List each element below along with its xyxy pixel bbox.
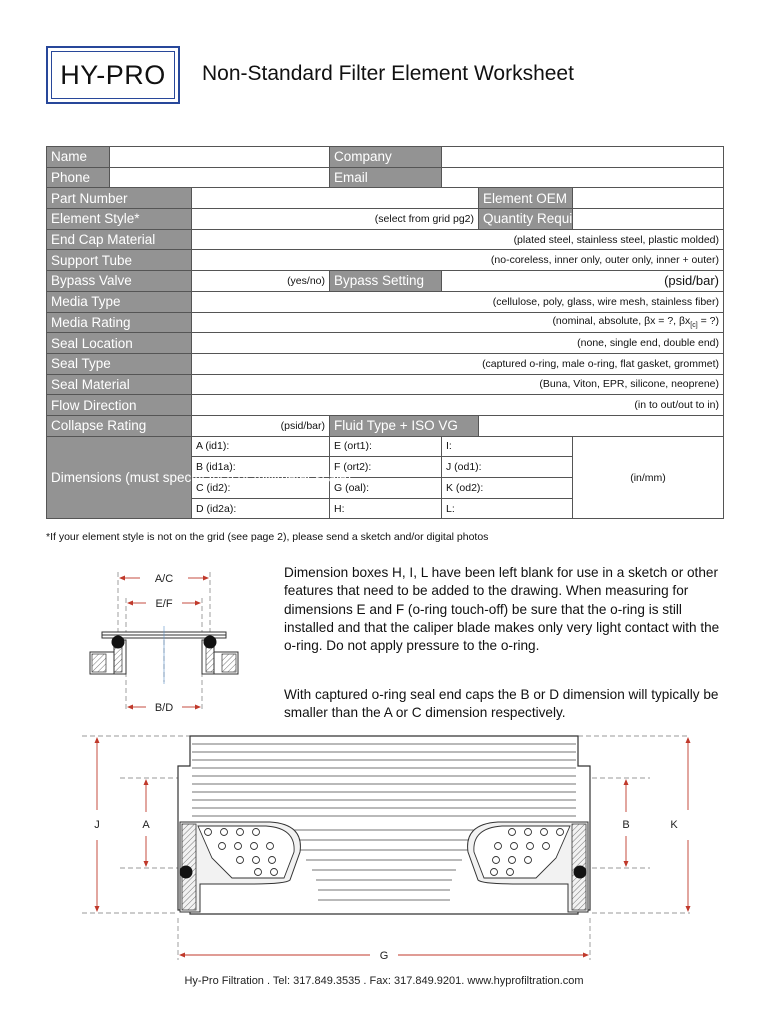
o-ring-right xyxy=(204,636,217,649)
element-o-ring-right xyxy=(574,866,587,879)
flow-direction-label: Flow Direction xyxy=(47,395,192,416)
media-rating-label: Media Rating xyxy=(47,312,192,333)
support-tube-field[interactable]: (no-coreless, inner only, outer only, inner + outer) xyxy=(192,250,724,271)
dim-b-field[interactable]: B (id1a): xyxy=(192,457,330,478)
instructions-paragraph-1: Dimension boxes H, I, L have been left blank for use in a sketch or other features that need to be added to the drawing. When measuring for dimensions E and F (o-ring touch-off) be sure that the o-ring is still installed and that the caliper blade makes only very light contact with the o-ring. Do not apply pressure to the o-ring. xyxy=(284,565,720,654)
bypass-valve-label: Bypass Valve xyxy=(47,271,192,292)
part-number-label: Part Number xyxy=(47,188,192,209)
flow-direction-field[interactable]: (in to out/out to in) xyxy=(192,395,724,416)
footnote: *If your element style is not on the grid (see page 2), please send a sketch and/or digital photos xyxy=(46,531,489,543)
units-cell[interactable]: (in/mm) xyxy=(573,436,724,519)
element-oem-label: Element OEM xyxy=(479,188,573,209)
dim-e-field[interactable]: E (ort1): xyxy=(330,436,442,457)
email-label: Email xyxy=(330,167,442,188)
seal-location-label: Seal Location xyxy=(47,333,192,354)
dim-d-field[interactable]: D (id2a): xyxy=(192,498,330,519)
label-b: B xyxy=(622,819,630,831)
fluid-type-label: Fluid Type + ISO VG xyxy=(330,415,479,436)
media-rating-hint: (nominal, absolute, βx = ?, βx xyxy=(552,315,691,328)
logo-text: HY-PRO xyxy=(51,51,175,99)
seal-detail-drawing xyxy=(90,572,238,714)
label-g: G xyxy=(379,950,389,962)
bypass-valve-field[interactable]: (yes/no) xyxy=(192,271,330,292)
footer-contact: Hy-Pro Filtration . Tel: 317.849.3535 . Fax: 317.849.9201. www.hyprofiltration.com xyxy=(184,975,584,987)
label-bd: B/D xyxy=(154,702,174,714)
dim-k-field[interactable]: K (od2): xyxy=(442,478,573,499)
seal-material-field[interactable]: (Buna, Viton, EPR, silicone, neoprene) xyxy=(192,374,724,395)
company-label: Company xyxy=(330,147,442,168)
support-tube-label: Support Tube xyxy=(47,250,192,271)
collapse-rating-label: Collapse Rating xyxy=(47,415,192,436)
seal-material-label: Seal Material xyxy=(47,374,192,395)
label-a: A xyxy=(142,819,150,831)
bypass-setting-field[interactable]: (psid/bar) xyxy=(442,271,724,292)
instructions-paragraph-2: With captured o-ring seal end caps the B or D dimension will typically be smaller than the A or C dimension respectively. xyxy=(284,687,719,721)
label-k: K xyxy=(670,819,678,831)
filter-element-drawing xyxy=(82,736,691,962)
dim-i-field[interactable]: I: xyxy=(442,436,573,457)
element-o-ring-left xyxy=(180,866,193,879)
label-j: J xyxy=(94,819,100,831)
dim-a-field[interactable]: A (id1): xyxy=(192,436,330,457)
end-cap-field[interactable]: (plated steel, stainless steel, plastic molded) xyxy=(192,229,724,250)
dim-j-field[interactable]: J (od1): xyxy=(442,457,573,478)
seal-location-field[interactable]: (none, single end, double end) xyxy=(192,333,724,354)
element-style-field[interactable]: (select from grid pg2) xyxy=(192,209,479,230)
collapse-rating-field[interactable]: (psid/bar) xyxy=(192,415,330,436)
dim-g-field[interactable]: G (oal): xyxy=(330,478,442,499)
end-cap-label: End Cap Material xyxy=(47,229,192,250)
dim-l-field[interactable]: L: xyxy=(442,498,573,519)
dim-c-field[interactable]: C (id2): xyxy=(192,478,330,499)
media-rating-hint-end: = ?) xyxy=(697,315,719,328)
page-title: Non-Standard Filter Element Worksheet xyxy=(202,62,574,85)
name-label: Name xyxy=(47,147,110,168)
dim-h-field[interactable]: H: xyxy=(330,498,442,519)
media-type-label: Media Type xyxy=(47,291,192,312)
label-ef: E/F xyxy=(155,598,173,610)
media-type-field[interactable]: (cellulose, poly, glass, wire mesh, stainless fiber) xyxy=(192,291,724,312)
label-ac: A/C xyxy=(154,573,174,585)
o-ring-left xyxy=(112,636,125,649)
dimensions-label: Dimensions (must specify Inch or millimeter scale) xyxy=(47,436,192,519)
quantity-label: Quantity Required xyxy=(479,209,573,230)
media-rating-subscript: [c] xyxy=(690,322,698,330)
dim-f-field[interactable]: F (ort2): xyxy=(330,457,442,478)
seal-type-label: Seal Type xyxy=(47,353,192,374)
bypass-setting-label: Bypass Setting xyxy=(330,271,442,292)
seal-type-field[interactable]: (captured o-ring, male o-ring, flat gasket, grommet) xyxy=(192,353,724,374)
phone-label: Phone xyxy=(47,167,110,188)
element-style-label: Element Style* xyxy=(47,209,192,230)
